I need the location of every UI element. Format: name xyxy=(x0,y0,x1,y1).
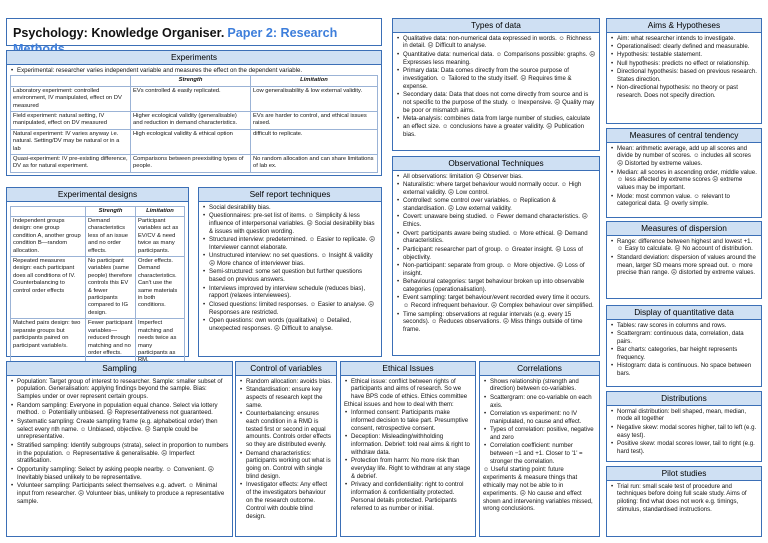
types-of-data-panel xyxy=(392,18,600,151)
types-data-list xyxy=(393,33,599,139)
table-cell: No random allocation and can share limitations of lab ex. xyxy=(251,155,378,173)
list-item: • Primary data: Data comes directly from the source purpose of investigation. ☺ Tailored to the study itself. ☹ Requires time & expense. xyxy=(396,67,596,90)
table-cell: Repeated measures design: each participant does all conditions of IV. Counterbalancing to control order effects xyxy=(11,257,86,319)
central-list xyxy=(607,143,761,209)
table-cell: Matched pairs design: two separate groups but participants paired on participant variable/s. xyxy=(11,319,86,366)
control-header: Control of variables xyxy=(236,362,336,376)
list-item: • Demand characteristics: participants working out what is going on. Control with single blind design. xyxy=(239,450,333,481)
control-variables-panel xyxy=(235,361,337,537)
list-item: • Operationalised: clearly defined and measurable. xyxy=(610,43,758,51)
table-cell: Field experiment: natural setting, IV manipulated, effect on DV measured xyxy=(11,112,131,130)
list-item: • Secondary data: Data that does not come directly from source and is not specific to the purpose of the study. ☺ Inexpensive. ☹ Quality may be poor or mismatch aims. xyxy=(396,91,596,114)
table-cell: Low generalisability & low external validity. xyxy=(251,86,378,111)
ethical-list-2 xyxy=(341,409,475,512)
correlations-header: Correlations xyxy=(480,362,599,376)
correlations-evaluation: ☺ Useful starting point: future experiments & measure things that ethically may not be able to in experiments. ☹ No cause and effect shown and intervening variables missed, wrong conclusions. xyxy=(483,466,593,513)
pilot-studies-panel xyxy=(606,466,762,537)
list-item: • Correlation vs experiment: no IV manipulated, no cause and effect. xyxy=(483,410,596,426)
pilot-header: Pilot studies xyxy=(607,467,761,481)
list-item: • Systematic sampling: Create sampling frame (e.g. alphabetical order) then select every nth name. ☺ Unbiased, objective. ☹ Sample could be unrepresentative. xyxy=(10,418,229,441)
table-cell: Natural experiment: IV varies anyway i.e. natural. Setting/DV may be natural or in a lab xyxy=(11,129,131,154)
table-row xyxy=(11,319,185,366)
table-cell: High ecological validity & ethical option xyxy=(131,129,251,154)
list-item: • Range: difference between highest and lowest +1. ☺ Easy to calculate. ☹ No account of distribution. xyxy=(610,238,758,254)
list-item: • Open questions: own words (qualitative) ☺ Detailed, unexpected responses. ☹ Difficult to analyse. xyxy=(202,317,378,333)
list-item: • Unstructured interview: no set questions. ☺ Insight & validity ☹ More chance of interviewer bias. xyxy=(202,252,378,268)
list-item: • Mean: arithmetic average, add up all scores and divide by number of scores. ☺ includes all scores ☹ Distorted by extreme values. xyxy=(610,145,758,168)
list-item: • Hypothesis: testable statement. xyxy=(610,51,758,59)
table-cell: EVs are harder to control, and ethical issues raised. xyxy=(251,112,378,130)
correlations-list xyxy=(480,376,599,466)
control-list xyxy=(236,376,336,521)
list-item: • Population: Target group of interest to researcher. Sample: smaller subset of population. Generalisation: applying findings beyond the sample. Bias: Samples under or over represent certain groups. xyxy=(10,378,229,401)
experiments-intro: • Experimental: researcher varies independent variable and measures the effect on the dependent variable. xyxy=(10,67,378,75)
page-title xyxy=(6,18,382,46)
list-item: • Stratified sampling: Identify subgroups (strata), select in proportion to numbers in the population. ☺ Representative & generalisable. ☹ Imperfect stratification. xyxy=(10,442,229,465)
list-item: • Directional hypothesis: based on previous research. States direction. xyxy=(610,68,758,84)
designs-table xyxy=(10,206,185,367)
table-cell: Higher ecological validity (generalisable) and reduction in demand characteristics. xyxy=(131,112,251,130)
table-header-cell: Limitation xyxy=(136,206,185,216)
list-item: • Non-participant: separate from group. ☺ More objective. ☹ Loss of insight. xyxy=(396,262,596,278)
list-item: • Structured interview: predetermined. ☺ Easier to replicate. ☹ Interviewer cannot elaborate. xyxy=(202,236,378,252)
table-cell: Fewer participant variables—reduced through matching and no order effects. xyxy=(86,319,136,366)
experiments-header: Experiments xyxy=(7,51,381,65)
list-item: • Time sampling: observations at regular intervals (e.g. every 15 seconds). ☺ Reduces observations. ☹ Miss things outside of time frame. xyxy=(396,311,596,334)
distributions-list xyxy=(607,406,761,456)
table-cell: Comparisons between preexisiting types of people. xyxy=(131,155,251,173)
table-header-row xyxy=(11,206,185,216)
table-row xyxy=(11,217,185,257)
designs-header: Experimental designs xyxy=(7,188,188,202)
list-item: • Event sampling: target behaviour/event recorded every time it occurs. ☺ Record infrequent behaviour. ☹ Complex behaviour over simplified. xyxy=(396,294,596,310)
table-row xyxy=(11,129,378,154)
display-list xyxy=(607,320,761,378)
list-item: • Negative skew: modal scores higher, tail to left (e.g. easy test). xyxy=(610,424,758,440)
list-item: • Random sampling: Everyone in population equal chance. Select via lottery method. ☺ Potentially unbiased. ☹ Representativeness not guaranteed. xyxy=(10,402,229,418)
table-header-cell: Limitation xyxy=(251,76,378,86)
list-item: • Closed questions: limited responses. ☺ Easier to analyse. ☹ Responses are restricted. xyxy=(202,301,378,317)
table-header-row xyxy=(11,76,378,86)
list-item: • Ethical issue: conflict between rights of participants and aims of research. So we have BPS code of ethics. Ethics committee xyxy=(344,378,472,401)
display-header: Display of quantitative data xyxy=(607,306,761,320)
title-main: Psychology: Knowledge Organiser. xyxy=(13,26,225,40)
list-item: • Questionnaires: pre-set list of items. ☺ Simplicity & less influence of interpersonal variables. ☹ Social desirability bias & issues with question wording. xyxy=(202,212,378,235)
list-item: • Qualitative data: non-numerical data expressed in words. ☺ Richness in detail. ☹ Difficult to analyse. xyxy=(396,35,596,51)
table-cell: Quasi-experiment: IV pre-existing difference, DV as for natural experiment. xyxy=(11,155,131,173)
sampling-list xyxy=(7,376,232,506)
list-item: • Privacy and confidentiality: right to control information & confidentiality protected. Personal details protected. Participants referred to as number or initial. xyxy=(344,481,472,512)
dispersion-panel xyxy=(606,221,762,299)
table-header-cell xyxy=(11,206,86,216)
table-cell: Laboratory experiment: controlled environment, IV manipulated, effect on DV measured xyxy=(11,86,131,111)
list-item: • Trial run: small scale test of procedure and techniques before doing full scale study. Aims of piloting: find what does not work e.g. timings, stimulus, standardised instructions. xyxy=(610,483,758,514)
aims-header: Aims & Hypotheses xyxy=(607,19,761,33)
ethical-issues-panel xyxy=(340,361,476,537)
list-item: • Standard deviation: dispersion of values around the mean, larger SD means more spread out. ☺ more precise than range. ☹ distorted by extreme values. xyxy=(610,254,758,277)
list-item: • Shows relationship (strength and direction) between co-variables. xyxy=(483,378,596,394)
aims-list xyxy=(607,33,761,100)
list-item: • Scattergram: continuous data, correlation, data pairs. xyxy=(610,330,758,346)
list-item: • Median: all scores in ascending order, middle value. ☺ less affected by extreme scores ☹ extreme values may be important. xyxy=(610,169,758,192)
table-row xyxy=(11,112,378,130)
list-item: • Protection from harm: No more risk than everyday life. Right to withdraw at any stage & debrief. xyxy=(344,457,472,480)
types-data-header: Types of data xyxy=(393,19,599,33)
list-item: • Random allocation: avoids bias. xyxy=(239,378,333,386)
list-item: • Covert: unaware being studied. ☺ Fewer demand characteristics. ☹ Ethics. xyxy=(396,213,596,229)
title-sub: Paper 2: Research xyxy=(227,26,338,40)
table-cell: No participant variables (same people) therefore controls this EV & fewer participants compared to IG design. xyxy=(86,257,136,319)
list-item: • Scattergram: one co-variable on each axis. xyxy=(483,394,596,410)
table-header-cell: Strength xyxy=(86,206,136,216)
table-cell: Demand characteristics less of an issue and no order effects. xyxy=(86,217,136,257)
self-report-panel xyxy=(198,187,382,357)
list-item: • Quantitative data: numerical data. ☺ Comparisons possible: graphs. ☹ Expresses less meaning. xyxy=(396,51,596,67)
list-item: • Participant: researcher part of group. ☺ Greater insight. ☹ Loss of objectivity. xyxy=(396,246,596,262)
list-item: • Counterbalancing: ensures each condition in a RMD is tested first or second in equal amounts. Controls order effects so they are distributed evenly. xyxy=(239,410,333,449)
dispersion-header: Measures of dispersion xyxy=(607,222,761,236)
distributions-panel xyxy=(606,391,762,462)
table-cell: difficult to replicate. xyxy=(251,129,378,154)
list-item: • Social desirability bias. xyxy=(202,204,378,212)
correlations-panel xyxy=(479,361,600,537)
list-item: • Normal distribution: bell shaped, mean, median, mode all together xyxy=(610,408,758,424)
list-item: • Types of correlation: positive, negative and zero xyxy=(483,426,596,442)
list-item: • Mode: most common value. ☺ relevant to categorical data. ☹ overly simple. xyxy=(610,193,758,209)
list-item: • Aim: what researcher intends to investigate. xyxy=(610,35,758,43)
list-item: • Controlled: some control over variables. ☺ Replication & standardisation. ☹ Low external validity. xyxy=(396,197,596,213)
list-item: • Informed consent: Participants make informed decision to take part. Presumptive consent, retrospective consent. xyxy=(344,409,472,432)
table-header-cell xyxy=(11,76,131,86)
list-item: • Interviews improved by interview schedule (reduces bias), rapport (relaxes interviewees). xyxy=(202,285,378,301)
experimental-designs-panel xyxy=(6,187,189,357)
table-cell: Independent groups design: one group condition A, another group condition B—random allocation. xyxy=(11,217,86,257)
list-item: • Deception: Misleading/withholding information. Debrief: told real aims & right to withdraw data. xyxy=(344,433,472,456)
ethical-list xyxy=(341,376,475,401)
ethical-subheading: Ethical issues and how to deal with them: xyxy=(344,401,454,408)
distributions-header: Distributions xyxy=(607,392,761,406)
table-row xyxy=(11,86,378,111)
observational-techniques-panel xyxy=(392,156,600,356)
list-item: • Volunteer sampling: Participants select themselves e.g. advert. ☺ Minimal input from researcher. ☹ Volunteer bias, unlikely to produce a representative sample. xyxy=(10,482,229,505)
list-item: • Naturalistic: where target behaviour would normally occur. ☺ High external validity. ☹ Low control. xyxy=(396,181,596,197)
table-cell: EVs controlled & easily replicated. xyxy=(131,86,251,111)
experiments-table xyxy=(10,75,378,172)
observational-list xyxy=(393,171,599,334)
list-item: • Tables: raw scores in columns and rows. xyxy=(610,322,758,330)
table-cell: Imperfect matching and needs twice as many participants as xyxy=(136,319,185,366)
table-cell: Participant variables act as EV/CV & need twice as many participants. xyxy=(136,217,185,257)
list-item: • Semi-structured: some set question but further questions based on previous answers. xyxy=(202,268,378,284)
list-item: • All observations: limitation ☹ Observer bias. xyxy=(396,173,596,181)
central-tendency-panel xyxy=(606,128,762,218)
sampling-header: Sampling xyxy=(7,362,232,376)
table-cell: Order effects. Demand characteristics. Can't use the same materials in both conditions. xyxy=(136,257,185,319)
table-row xyxy=(11,155,378,173)
pilot-list xyxy=(607,481,761,514)
list-item: • Standardisation: ensure key aspects of research kept the same. xyxy=(239,386,333,409)
list-item: • Overt: participants aware being studied. ☺ More ethical. ☹ Demand characteristics. xyxy=(396,230,596,246)
list-item: • Non-directional hypothesis: no theory or past research. Does not specify direction. xyxy=(610,84,758,100)
self-report-list xyxy=(199,202,381,333)
list-item: • Opportunity sampling: Select by asking people nearby. ☺ Convenient. ☹ Inevitably biased unlikely to be representative. xyxy=(10,466,229,482)
aims-hypotheses-panel xyxy=(606,18,762,124)
list-item: • Null hypothesis: predicts no effect or relationship. xyxy=(610,60,758,68)
table-header-cell: Strength xyxy=(131,76,251,86)
list-item: • Investigator effects: Any effect of the investigators behaviour on the research outcome. Control with double blind design. xyxy=(239,481,333,520)
list-item: • Correlation coefficient: number between −1 and +1. Closer to '1' = stronger the correlation. xyxy=(483,442,596,465)
observational-header: Observational Techniques xyxy=(393,157,599,171)
experiments-panel xyxy=(6,50,382,176)
self-report-header: Self report techniques xyxy=(199,188,381,202)
dispersion-list xyxy=(607,236,761,278)
central-header: Measures of central tendency xyxy=(607,129,761,143)
table-row xyxy=(11,257,185,319)
ethical-header: Ethical Issues xyxy=(341,362,475,376)
list-item: • Meta-analysis: combines data from large number of studies, calculate an effect size. ☺ conclusions have a greater validity. ☹ Publication bias. xyxy=(396,115,596,138)
list-item: • Histogram: data is continuous. No space between bars. xyxy=(610,362,758,378)
sampling-panel xyxy=(6,361,233,537)
list-item: • Positive skew: modal scores lower, tail to right (e.g. hard test). xyxy=(610,440,758,456)
list-item: • Bar charts: categories, bar height represents frequency. xyxy=(610,346,758,362)
list-item: • Behavioural categories: target behaviour broken up into observable categories (operationalisation). xyxy=(396,278,596,294)
display-data-panel xyxy=(606,305,762,387)
